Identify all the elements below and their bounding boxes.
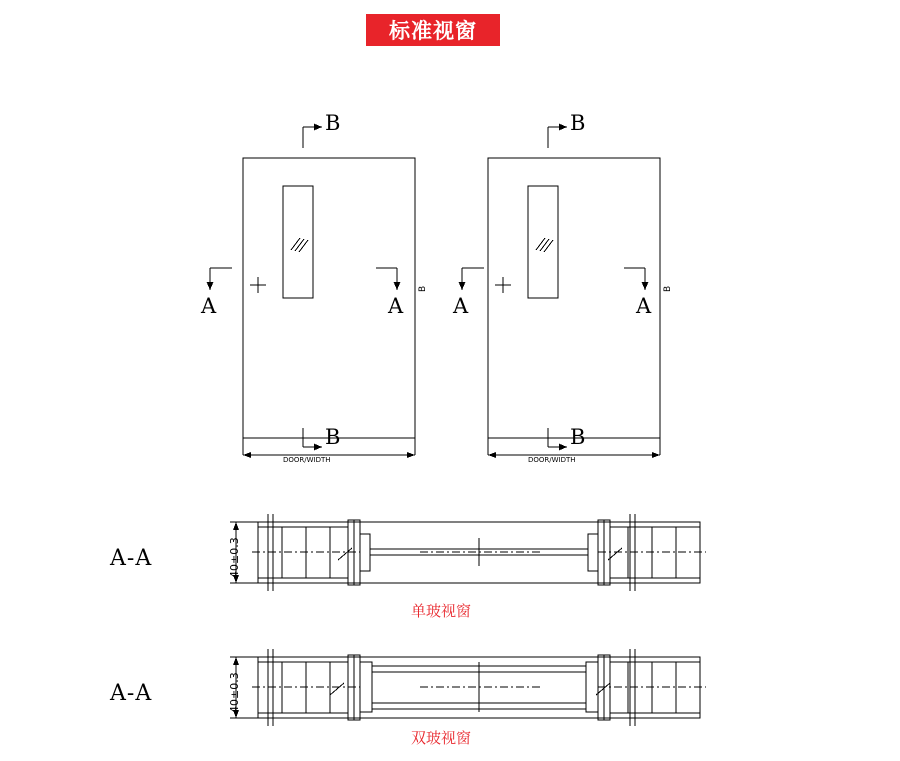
right-elevation-width-dimension: DOOR/WIDTH: [528, 456, 576, 464]
single-glass-thickness-dimension: 40±0.3: [228, 537, 241, 578]
right-elevation-marker-b-right: B: [663, 285, 673, 292]
left-elevation-width-dimension: DOOR/WIDTH: [283, 456, 331, 464]
right-elevation-marker-a-right: A: [636, 294, 652, 318]
page-title-text: 标准视窗: [389, 19, 477, 43]
section-label-single-glass: A-A: [110, 546, 153, 571]
left-elevation-marker-a-right: A: [388, 294, 404, 318]
right-elevation-marker-a-left: A: [453, 294, 469, 318]
double-glass-caption: 双玻视窗: [411, 729, 472, 747]
left-elevation-marker-b-bottom: B: [325, 425, 341, 449]
double-glass-thickness-dimension: 40±0.3: [228, 672, 241, 713]
right-elevation-marker-b-bottom: B: [570, 425, 586, 449]
section-label-double-glass: A-A: [110, 681, 153, 706]
left-elevation-marker-a-left: A: [201, 294, 217, 318]
left-elevation-marker-b-top: B: [325, 111, 341, 135]
single-glass-caption: 单玻视窗: [411, 602, 472, 620]
right-elevation-marker-b-top: B: [570, 111, 586, 135]
left-elevation-marker-b-right: B: [418, 285, 428, 292]
